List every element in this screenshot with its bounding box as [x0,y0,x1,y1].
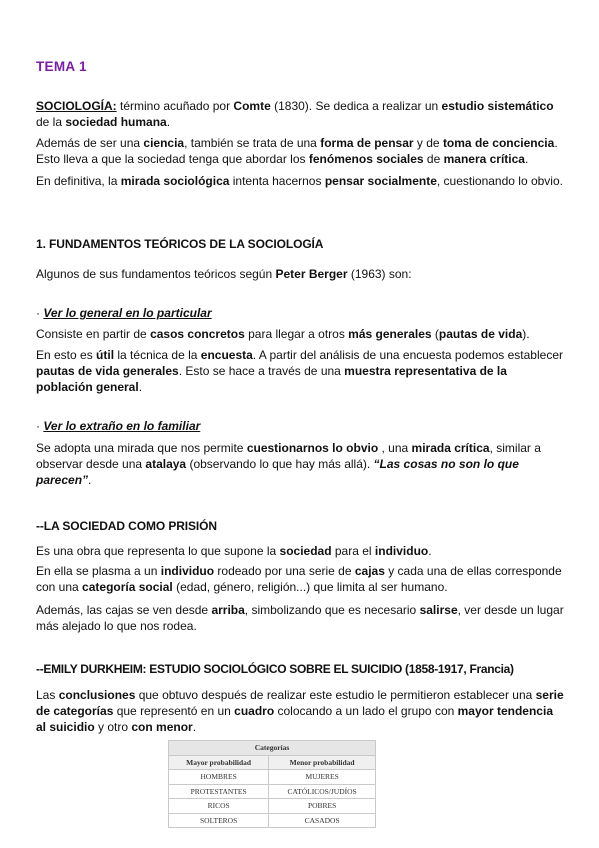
bullet-marker: · [36,419,44,433]
text: rodeado por una serie de [214,564,355,578]
table-cell: SOLTEROS [169,813,269,828]
table-row [169,784,376,799]
bullet-label: Ver lo general en lo particular [43,306,212,320]
text: , similar a observar desde una [36,441,541,471]
bold-text: sociedad humana [65,115,167,129]
text: . A partir del análisis de una encuesta podemos establecer [252,348,563,362]
text: y otro [94,720,132,734]
bold-text: atalaya [145,457,187,471]
table-title: Categorías [169,741,376,756]
text: (observando lo que hay más allá). [186,457,374,471]
text: para el [331,544,375,558]
definition-paragraph [36,98,566,130]
bold-text: casos concretos [150,327,245,341]
text: Algunos de sus fundamentos teóricos según [36,267,276,281]
text: ). [522,327,530,341]
bold-text: pautas de vida [438,327,523,341]
text: la técnica de la [114,348,201,362]
text: Es una obra que representa lo que supone la [36,544,280,558]
table-cell: HOMBRES [169,770,269,785]
paragraph [36,687,566,735]
text: (edad, género, religión...) que limita al ser humano. [172,580,448,594]
column-header: Menor probabilidad [269,755,376,770]
bold-text: mirada crítica [411,441,490,455]
text: de [423,152,444,166]
bold-text: fenómenos sociales [308,152,424,166]
bold-text: estudio sistemático [441,99,554,113]
text: término acuñado por [116,99,234,113]
bold-text: individuo [160,564,215,578]
section-heading: 1. FUNDAMENTOS TEÓRICOS DE LA SOCIOLOGÍA [36,237,324,251]
text: de la [36,115,66,129]
text: Las [36,688,59,702]
categories-table [168,740,376,828]
text: colocando a un lado el grupo con [274,704,458,718]
table-cell: CATÓLICOS/JUDÍOS [269,784,376,799]
bold-text: encuesta [200,348,253,362]
bold-text: conclusiones [58,688,136,702]
text: . Esto lleva a que la sociedad tenga que abordar los [36,136,558,166]
text: , también se trata de una [184,136,321,150]
bold-text: con menor [131,720,193,734]
section-heading: --LA SOCIEDAD COMO PRISIÓN [36,519,217,533]
text: En definitiva, la [36,174,121,188]
bold-text: salirse [419,603,458,617]
bold-text: mirada sociológica [120,174,230,188]
bold-text: arriba [211,603,245,617]
text: , una [378,441,412,455]
text: . Esto se hace a través de una [178,364,345,378]
text: En esto es [36,348,97,362]
text: , simbolizando que es necesario [244,603,420,617]
bold-text: sociedad [279,544,332,558]
text: En ella se plasma a un [36,564,161,578]
text: , cuestionando lo obvio. [436,174,563,188]
bullet-heading [36,305,566,321]
bold-text: pensar socialmente [324,174,437,188]
bold-text: mayor tendencia al suicidio [36,704,553,734]
text: que obtuvo después de realizar este estudio le permitieron establecer una [135,688,536,702]
term-label: SOCIOLOGÍA: [36,99,117,113]
text: Consiste en partir de [36,327,151,341]
text: . [88,473,92,487]
paragraph [36,602,566,634]
bold-text: ciencia [143,136,185,150]
bold-text: manera crítica [443,152,525,166]
paragraph [36,266,566,282]
bold-text: Comte [233,99,271,113]
paragraph [36,440,566,488]
bold-text: pautas de vida generales [36,364,179,378]
text: y de [413,136,443,150]
paragraph [36,347,566,395]
text: . [428,544,432,558]
text: Además, las cajas se ven desde [36,603,212,617]
text: intenta hacernos [229,174,325,188]
text: y cada una de ellas corresponde con una [36,564,562,594]
table-row [169,813,376,828]
table-cell: MUJERES [269,770,376,785]
bold-text: serie de categorías [36,688,564,718]
bold-text: útil [96,348,115,362]
table-cell: POBRES [269,799,376,814]
table-row [169,799,376,814]
text: , ver desde un lugar más alejado lo que nos rodea. [36,603,564,633]
text: Se adopta una mirada que nos permite [36,441,247,455]
section-heading: --EMILY DURKHEIM: ESTUDIO SOCIOLÓGICO SOBRE EL SUICIDIO (1858-1917, Francia) [36,662,514,676]
bullet-heading [36,418,566,434]
bold-text: Peter Berger [275,267,348,281]
column-header: Mayor probabilidad [169,755,269,770]
bullet-label: Ver lo extraño en lo familiar [43,419,201,433]
bold-text: muestra representativa de la población general [36,364,507,394]
bold-text: forma de pensar [320,136,414,150]
page-title: TEMA 1 [36,59,87,74]
paragraph [36,173,566,189]
paragraph [36,326,566,342]
bullet-marker: · [36,306,44,320]
quote-text: “Las cosas no son lo que parecen” [36,457,519,487]
bold-text: individuo [374,544,429,558]
table-cell: PROTESTANTES [169,784,269,799]
text: que representó en un [113,704,235,718]
text: . [192,720,197,734]
text: ( [431,327,439,341]
text: . [166,115,171,129]
bold-text: cajas [354,564,385,578]
bold-text: más generales [348,327,432,341]
bold-text: cuestionarnos lo obvio [246,441,379,455]
table-row [169,770,376,785]
paragraph [36,135,566,167]
text: Además de ser una [36,136,144,150]
text: . [524,152,529,166]
text: para llegar a otros [244,327,349,341]
table-cell: RICOS [169,799,269,814]
bold-text: cuadro [234,704,275,718]
text: (1963) son: [347,267,412,281]
paragraph [36,543,566,559]
bold-text: toma de conciencia [442,136,555,150]
text: (1830). Se dedica a realizar un [270,99,442,113]
bold-text: categoría social [82,580,173,594]
table-cell: CASADOS [269,813,376,828]
text: . [138,380,143,394]
paragraph [36,563,566,595]
